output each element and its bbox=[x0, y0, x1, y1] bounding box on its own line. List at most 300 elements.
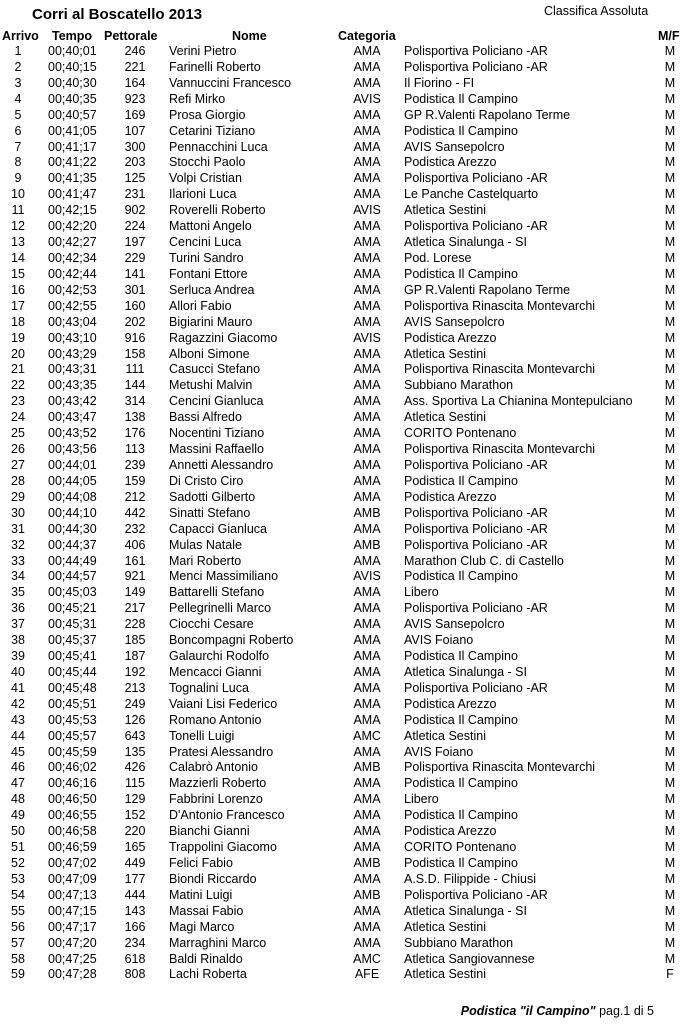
cell-tempo: 00;45;37 bbox=[48, 633, 97, 648]
table-row bbox=[0, 569, 696, 585]
cell-tempo: 00;43;42 bbox=[48, 394, 97, 409]
cell-societa: Podistica Il Campino bbox=[404, 776, 518, 791]
cell-pettorale: 249 bbox=[124, 696, 146, 711]
cell-nome: Allori Fabio bbox=[169, 298, 232, 313]
cell-tempo: 00;43;31 bbox=[48, 362, 97, 377]
cell-arrivo: 30 bbox=[11, 505, 25, 520]
cell-mf: M bbox=[664, 903, 676, 918]
cell-arrivo: 23 bbox=[11, 394, 25, 409]
cell-tempo: 00;43;10 bbox=[48, 330, 97, 345]
cell-societa: Subbiano Marathon bbox=[404, 935, 514, 950]
cell-tempo: 00;45;31 bbox=[48, 617, 97, 632]
cell-pettorale: 212 bbox=[124, 489, 146, 504]
cell-tempo: 00;46;59 bbox=[48, 840, 97, 855]
table-row bbox=[0, 649, 696, 665]
cell-categoria: AMA bbox=[353, 394, 381, 409]
cell-societa: Podistica Il Campino bbox=[404, 123, 518, 138]
cell-categoria: AMA bbox=[353, 59, 381, 74]
cell-tempo: 00;47;20 bbox=[48, 935, 97, 950]
cell-tempo: 00;43;04 bbox=[48, 314, 97, 329]
cell-arrivo: 39 bbox=[11, 649, 25, 664]
cell-societa: Podistica Arezzo bbox=[404, 489, 497, 504]
cell-tempo: 00;46;58 bbox=[48, 824, 97, 839]
cell-arrivo: 9 bbox=[14, 171, 22, 186]
cell-societa: Polisportiva Rinascita Montevarchi bbox=[404, 298, 596, 313]
cell-pettorale: 176 bbox=[124, 426, 146, 441]
table-row bbox=[0, 490, 696, 506]
cell-societa: AVIS Foiano bbox=[404, 744, 474, 759]
cell-tempo: 00;42;53 bbox=[48, 282, 97, 297]
cell-mf: M bbox=[664, 298, 676, 313]
cell-societa: AVIS Foiano bbox=[404, 633, 474, 648]
cell-categoria: AVIS bbox=[353, 203, 381, 218]
cell-arrivo: 56 bbox=[11, 919, 25, 934]
cell-societa: Podistica Il Campino bbox=[404, 569, 518, 584]
cell-tempo: 00;47;17 bbox=[48, 919, 97, 934]
cell-mf: M bbox=[664, 824, 676, 839]
table-row bbox=[0, 665, 696, 681]
cell-mf: M bbox=[664, 171, 676, 186]
cell-arrivo: 34 bbox=[11, 569, 25, 584]
cell-mf: M bbox=[664, 75, 676, 90]
cell-categoria: AMA bbox=[353, 792, 381, 807]
cell-societa: Atletica Sangiovannese bbox=[404, 951, 535, 966]
table-row bbox=[0, 808, 696, 824]
table-row bbox=[0, 474, 696, 490]
cell-categoria: AMA bbox=[353, 410, 381, 425]
document-title: Corri al Boscatello 2013 bbox=[32, 6, 203, 23]
cell-categoria: AMA bbox=[353, 617, 381, 632]
table-row bbox=[0, 554, 696, 570]
header-tempo: Tempo bbox=[52, 29, 93, 43]
cell-categoria: AMA bbox=[353, 744, 381, 759]
cell-societa: Podistica Il Campino bbox=[404, 856, 518, 871]
cell-nome: Tonelli Luigi bbox=[169, 728, 235, 743]
cell-tempo: 00;42;44 bbox=[48, 266, 97, 281]
cell-categoria: AVIS bbox=[353, 569, 381, 584]
cell-societa: GP R.Valenti Rapolano Terme bbox=[404, 282, 571, 297]
cell-tempo: 00;42;34 bbox=[48, 250, 97, 265]
table-row bbox=[0, 792, 696, 808]
cell-arrivo: 17 bbox=[11, 298, 25, 313]
cell-categoria: AVIS bbox=[353, 330, 381, 345]
cell-nome: Ilarioni Luca bbox=[169, 187, 237, 202]
table-row bbox=[0, 251, 696, 267]
cell-categoria: AMA bbox=[353, 44, 381, 58]
cell-pettorale: 161 bbox=[124, 553, 146, 568]
cell-pettorale: 149 bbox=[124, 585, 146, 600]
cell-societa: Le Panche Castelquarto bbox=[404, 187, 539, 202]
cell-mf: M bbox=[664, 219, 676, 234]
cell-nome: Turini Sandro bbox=[169, 250, 244, 265]
cell-mf: M bbox=[664, 394, 676, 409]
cell-societa: Il Fiorino - FI bbox=[404, 75, 475, 90]
cell-arrivo: 32 bbox=[11, 537, 25, 552]
cell-tempo: 00;45;53 bbox=[48, 712, 97, 727]
cell-categoria: AMA bbox=[353, 378, 381, 393]
cell-categoria: AMA bbox=[353, 919, 381, 934]
table-row bbox=[0, 729, 696, 745]
cell-categoria: AMA bbox=[353, 776, 381, 791]
cell-mf: M bbox=[664, 59, 676, 74]
cell-tempo: 00;41;17 bbox=[48, 139, 97, 154]
table-row bbox=[0, 506, 696, 522]
cell-arrivo: 6 bbox=[14, 123, 22, 138]
cell-mf: M bbox=[664, 330, 676, 345]
cell-mf: F bbox=[666, 967, 674, 982]
document-subtitle: Classifica Assoluta bbox=[544, 4, 649, 18]
cell-societa: AVIS Sansepolcro bbox=[404, 617, 505, 632]
cell-categoria: AMA bbox=[353, 442, 381, 457]
cell-categoria: AMA bbox=[353, 235, 381, 250]
cell-arrivo: 43 bbox=[11, 712, 25, 727]
cell-tempo: 00;43;29 bbox=[48, 346, 97, 361]
cell-categoria: AMA bbox=[353, 219, 381, 234]
cell-arrivo: 12 bbox=[11, 219, 25, 234]
cell-mf: M bbox=[664, 760, 676, 775]
cell-mf: M bbox=[664, 155, 676, 170]
cell-tempo: 00;42;20 bbox=[48, 219, 97, 234]
cell-tempo: 00;43;47 bbox=[48, 410, 97, 425]
cell-societa: Atletica Sestini bbox=[404, 728, 486, 743]
cell-tempo: 00;45;03 bbox=[48, 585, 97, 600]
cell-pettorale: 426 bbox=[124, 760, 146, 775]
cell-tempo: 00;47;13 bbox=[48, 887, 97, 902]
cell-mf: M bbox=[664, 378, 676, 393]
table-row bbox=[0, 538, 696, 554]
cell-arrivo: 54 bbox=[11, 887, 25, 902]
cell-nome: Bianchi Gianni bbox=[169, 824, 250, 839]
cell-tempo: 00;45;44 bbox=[48, 664, 97, 679]
cell-nome: Marraghini Marco bbox=[169, 935, 267, 950]
cell-mf: M bbox=[664, 744, 676, 759]
cell-tempo: 00;46;02 bbox=[48, 760, 97, 775]
cell-nome: Mari Roberto bbox=[169, 553, 242, 568]
cell-tempo: 00;44;10 bbox=[48, 505, 97, 520]
cell-categoria: AMB bbox=[353, 760, 381, 775]
cell-societa: CORITO Pontenano bbox=[404, 426, 517, 441]
cell-arrivo: 14 bbox=[11, 250, 25, 265]
cell-tempo: 00;45;21 bbox=[48, 601, 97, 616]
cell-nome: Pratesi Alessandro bbox=[169, 744, 274, 759]
cell-categoria: AMA bbox=[353, 123, 381, 138]
cell-pettorale: 160 bbox=[124, 298, 146, 313]
cell-societa: Polisportiva Policiano -AR bbox=[404, 44, 548, 58]
table-row bbox=[0, 713, 696, 729]
table-row bbox=[0, 967, 696, 983]
table-row bbox=[0, 378, 696, 394]
cell-nome: Mattoni Angelo bbox=[169, 219, 252, 234]
cell-pettorale: 202 bbox=[124, 314, 146, 329]
table-row bbox=[0, 108, 696, 124]
cell-nome: Tognalini Luca bbox=[169, 680, 249, 695]
cell-pettorale: 808 bbox=[124, 967, 146, 982]
cell-arrivo: 42 bbox=[11, 696, 25, 711]
cell-pettorale: 107 bbox=[124, 123, 146, 138]
table-row bbox=[0, 283, 696, 299]
cell-arrivo: 29 bbox=[11, 489, 25, 504]
table-row bbox=[0, 362, 696, 378]
cell-tempo: 00;46;55 bbox=[48, 808, 97, 823]
page-footer bbox=[461, 1004, 654, 1018]
cell-nome: Magi Marco bbox=[169, 919, 235, 934]
cell-pettorale: 300 bbox=[124, 139, 146, 154]
cell-mf: M bbox=[664, 346, 676, 361]
cell-categoria: AMB bbox=[353, 887, 381, 902]
cell-pettorale: 444 bbox=[124, 887, 146, 902]
cell-arrivo: 46 bbox=[11, 760, 25, 775]
table-row bbox=[0, 633, 696, 649]
cell-nome: Menci Massimiliano bbox=[169, 569, 279, 584]
cell-tempo: 00;45;41 bbox=[48, 649, 97, 664]
cell-categoria: AMA bbox=[353, 107, 381, 122]
cell-societa: A.S.D. Filippide - Chiusi bbox=[404, 871, 536, 886]
cell-mf: M bbox=[664, 426, 676, 441]
cell-tempo: 00;41;05 bbox=[48, 123, 97, 138]
header-pettorale: Pettorale bbox=[104, 29, 158, 43]
cell-tempo: 00;47;15 bbox=[48, 903, 97, 918]
cell-mf: M bbox=[664, 250, 676, 265]
cell-arrivo: 2 bbox=[14, 59, 22, 74]
cell-categoria: AVIS bbox=[353, 91, 381, 106]
cell-nome: Bigiarini Mauro bbox=[169, 314, 253, 329]
cell-nome: Alboni Simone bbox=[169, 346, 250, 361]
cell-arrivo: 35 bbox=[11, 585, 25, 600]
cell-societa: Polisportiva Policiano -AR bbox=[404, 887, 548, 902]
cell-nome: Roverelli Roberto bbox=[169, 203, 266, 218]
cell-mf: M bbox=[664, 664, 676, 679]
cell-tempo: 00;47;09 bbox=[48, 871, 97, 886]
cell-arrivo: 27 bbox=[11, 457, 25, 472]
cell-arrivo: 50 bbox=[11, 824, 25, 839]
cell-mf: M bbox=[664, 633, 676, 648]
cell-pettorale: 618 bbox=[124, 951, 146, 966]
cell-categoria: AMA bbox=[353, 346, 381, 361]
table-row bbox=[0, 697, 696, 713]
cell-mf: M bbox=[664, 505, 676, 520]
cell-mf: M bbox=[664, 792, 676, 807]
cell-pettorale: 177 bbox=[124, 871, 146, 886]
cell-mf: M bbox=[664, 840, 676, 855]
cell-mf: M bbox=[664, 919, 676, 934]
table-row bbox=[0, 426, 696, 442]
cell-arrivo: 7 bbox=[14, 139, 22, 154]
cell-nome: Baldi Rinaldo bbox=[169, 951, 243, 966]
cell-arrivo: 8 bbox=[14, 155, 22, 170]
cell-categoria: AMA bbox=[353, 75, 381, 90]
cell-tempo: 00;41;22 bbox=[48, 155, 97, 170]
cell-societa: Polisportiva Policiano -AR bbox=[404, 680, 548, 695]
cell-nome: Galaurchi Rodolfo bbox=[169, 649, 270, 664]
cell-pettorale: 111 bbox=[125, 362, 145, 377]
cell-tempo: 00;47;25 bbox=[48, 951, 97, 966]
cell-tempo: 00;41;35 bbox=[48, 171, 97, 186]
cell-societa: Polisportiva Rinascita Montevarchi bbox=[404, 760, 596, 775]
cell-arrivo: 53 bbox=[11, 871, 25, 886]
cell-mf: M bbox=[664, 107, 676, 122]
table-row bbox=[0, 92, 696, 108]
cell-nome: Lachi Roberta bbox=[169, 967, 247, 982]
cell-mf: M bbox=[664, 537, 676, 552]
cell-societa: Atletica Sestini bbox=[404, 203, 486, 218]
cell-tempo: 00;47;28 bbox=[48, 967, 97, 982]
cell-pettorale: 220 bbox=[124, 824, 146, 839]
table-row bbox=[0, 585, 696, 601]
cell-societa: Polisportiva Policiano -AR bbox=[404, 219, 548, 234]
cell-arrivo: 3 bbox=[14, 75, 22, 90]
cell-pettorale: 902 bbox=[124, 203, 146, 218]
cell-nome: Massini Raffaello bbox=[169, 442, 264, 457]
cell-tempo: 00;42;27 bbox=[48, 235, 97, 250]
cell-arrivo: 38 bbox=[11, 633, 25, 648]
cell-tempo: 00;44;49 bbox=[48, 553, 97, 568]
cell-pettorale: 406 bbox=[124, 537, 146, 552]
cell-pettorale: 916 bbox=[124, 330, 146, 345]
cell-tempo: 00;43;52 bbox=[48, 426, 97, 441]
cell-categoria: AMA bbox=[353, 171, 381, 186]
cell-arrivo: 37 bbox=[11, 617, 25, 632]
cell-societa: Marathon Club C. di Castello bbox=[404, 553, 564, 568]
cell-societa: Polisportiva Rinascita Montevarchi bbox=[404, 362, 596, 377]
cell-arrivo: 48 bbox=[11, 792, 25, 807]
header-nome: Nome bbox=[232, 29, 267, 43]
cell-arrivo: 57 bbox=[11, 935, 25, 950]
cell-tempo: 00;40;30 bbox=[48, 75, 97, 90]
table-row bbox=[0, 872, 696, 888]
cell-nome: Fabbrini Lorenzo bbox=[169, 792, 263, 807]
cell-societa: Atletica Sinalunga - SI bbox=[404, 903, 527, 918]
table-row bbox=[0, 140, 696, 156]
cell-categoria: AMA bbox=[353, 712, 381, 727]
cell-pettorale: 314 bbox=[124, 394, 146, 409]
cell-nome: Casucci Stefano bbox=[169, 362, 261, 377]
cell-societa: Subbiano Marathon bbox=[404, 378, 514, 393]
table-row bbox=[0, 952, 696, 968]
cell-nome: Capacci Gianluca bbox=[169, 521, 267, 536]
table-row bbox=[0, 187, 696, 203]
cell-nome: Refi Mirko bbox=[169, 91, 226, 106]
cell-mf: M bbox=[664, 521, 676, 536]
table-row bbox=[0, 824, 696, 840]
cell-mf: M bbox=[664, 203, 676, 218]
cell-tempo: 00;42;15 bbox=[48, 203, 97, 218]
cell-arrivo: 36 bbox=[11, 601, 25, 616]
cell-categoria: AMA bbox=[353, 649, 381, 664]
cell-societa: Podistica Il Campino bbox=[404, 649, 518, 664]
cell-pettorale: 144 bbox=[124, 378, 146, 393]
cell-pettorale: 228 bbox=[124, 617, 146, 632]
cell-pettorale: 221 bbox=[124, 59, 146, 74]
cell-arrivo: 18 bbox=[11, 314, 25, 329]
cell-tempo: 00;44;37 bbox=[48, 537, 97, 552]
cell-pettorale: 301 bbox=[124, 282, 146, 297]
cell-nome: Battarelli Stefano bbox=[169, 585, 265, 600]
table-row bbox=[0, 171, 696, 187]
cell-societa: Atletica Sinalunga - SI bbox=[404, 235, 527, 250]
table-row bbox=[0, 920, 696, 936]
cell-societa: Podistica Il Campino bbox=[404, 91, 518, 106]
cell-pettorale: 643 bbox=[124, 728, 146, 743]
cell-arrivo: 52 bbox=[11, 856, 25, 871]
table-row bbox=[0, 315, 696, 331]
cell-arrivo: 19 bbox=[11, 330, 25, 345]
cell-mf: M bbox=[664, 617, 676, 632]
cell-mf: M bbox=[664, 457, 676, 472]
cell-societa: Podistica Arezzo bbox=[404, 824, 497, 839]
cell-pettorale: 224 bbox=[124, 219, 146, 234]
cell-arrivo: 24 bbox=[11, 410, 25, 425]
cell-pettorale: 197 bbox=[124, 235, 146, 250]
cell-categoria: AMA bbox=[353, 187, 381, 202]
table-row bbox=[0, 856, 696, 872]
cell-pettorale: 231 bbox=[124, 187, 146, 202]
cell-tempo: 00;46;50 bbox=[48, 792, 97, 807]
cell-pettorale: 166 bbox=[124, 919, 146, 934]
cell-societa: Pod. Lorese bbox=[404, 250, 472, 265]
cell-nome: Mazzierli Roberto bbox=[169, 776, 267, 791]
cell-categoria: AMA bbox=[353, 585, 381, 600]
cell-categoria: AMA bbox=[353, 553, 381, 568]
cell-mf: M bbox=[664, 282, 676, 297]
cell-categoria: AMA bbox=[353, 266, 381, 281]
cell-categoria: AMA bbox=[353, 155, 381, 170]
cell-pettorale: 141 bbox=[124, 266, 146, 281]
cell-societa: Polisportiva Policiano -AR bbox=[404, 457, 548, 472]
table-row bbox=[0, 299, 696, 315]
cell-arrivo: 40 bbox=[11, 664, 25, 679]
cell-societa: Libero bbox=[404, 585, 439, 600]
cell-arrivo: 13 bbox=[11, 235, 25, 250]
cell-categoria: AMA bbox=[353, 840, 381, 855]
cell-mf: M bbox=[664, 91, 676, 106]
cell-nome: Mencacci Gianni bbox=[169, 664, 262, 679]
cell-arrivo: 45 bbox=[11, 744, 25, 759]
cell-categoria: AMA bbox=[353, 426, 381, 441]
cell-nome: Boncompagni Roberto bbox=[169, 633, 294, 648]
table-row bbox=[0, 267, 696, 283]
table-row bbox=[0, 76, 696, 92]
cell-arrivo: 4 bbox=[14, 91, 22, 106]
cell-arrivo: 11 bbox=[11, 203, 25, 218]
cell-mf: M bbox=[664, 728, 676, 743]
cell-mf: M bbox=[664, 123, 676, 138]
cell-nome: Metushi Malvin bbox=[169, 378, 253, 393]
cell-mf: M bbox=[664, 601, 676, 616]
cell-societa: Atletica Sestini bbox=[404, 346, 486, 361]
cell-arrivo: 16 bbox=[11, 282, 25, 297]
cell-mf: M bbox=[664, 680, 676, 695]
cell-nome: Massai Fabio bbox=[169, 903, 244, 918]
cell-nome: Matini Luigi bbox=[169, 887, 233, 902]
table-row bbox=[0, 219, 696, 235]
cell-mf: M bbox=[664, 266, 676, 281]
cell-mf: M bbox=[664, 871, 676, 886]
cell-pettorale: 115 bbox=[125, 776, 145, 791]
cell-societa: Polisportiva Policiano -AR bbox=[404, 59, 548, 74]
cell-nome: Ragazzini Giacomo bbox=[169, 330, 278, 345]
table-row bbox=[0, 347, 696, 363]
table-row bbox=[0, 522, 696, 538]
cell-arrivo: 1 bbox=[14, 44, 22, 58]
results-table bbox=[0, 44, 696, 983]
table-row bbox=[0, 617, 696, 633]
cell-mf: M bbox=[664, 776, 676, 791]
cell-pettorale: 158 bbox=[124, 346, 146, 361]
cell-pettorale: 113 bbox=[125, 442, 145, 457]
cell-categoria: AMB bbox=[353, 537, 381, 552]
cell-societa: CORITO Pontenano bbox=[404, 840, 517, 855]
cell-nome: Sadotti Gilberto bbox=[169, 489, 256, 504]
